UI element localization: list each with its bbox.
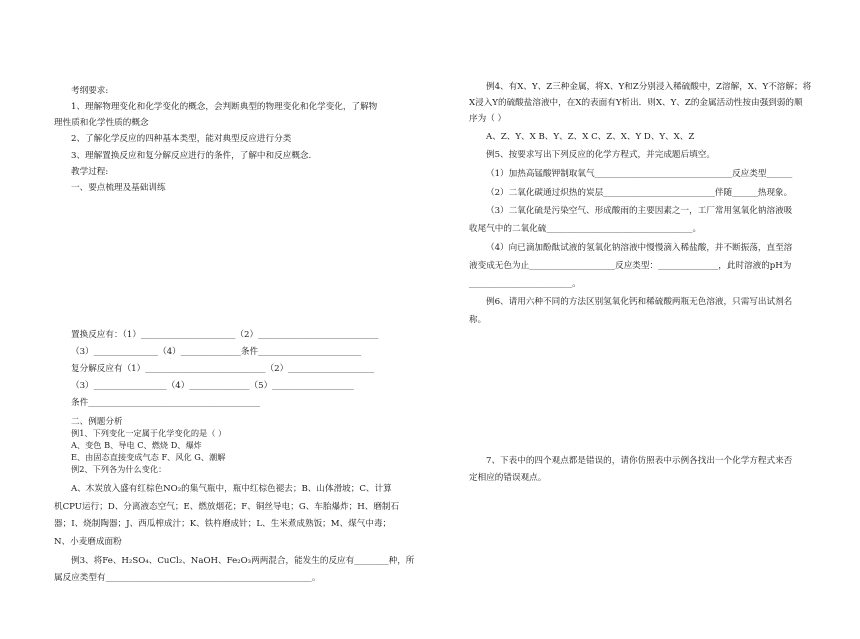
example-6-text-2: 称。 [469,315,487,325]
double-replacement-line-2: （3）_________________（4）______________（5）___________________ [71,381,354,391]
syllabus-item-1: 1、理解物理变化和化学变化的概念，会判断典型的物理变化和化学变化，了解物 [71,102,378,112]
displacement-line-2: （3）_______________（4）______________条件________________________ [71,347,362,357]
example-2-text-1: A、木炭放入盛有红棕色NO₂的集气瓶中，瓶中红棕色褪去；B、山体滑坡；C、计算 [71,484,392,494]
displacement-line-1: 置换反应有：（1）______________________（2）____________________________ [71,330,379,340]
double-replacement-line-3: 条件________________________________________ [71,398,261,408]
example-4-text-3: 序为（ ） [469,114,507,124]
example-3-text-2: 属反应类型有________________________________________________。 [54,573,321,583]
example-4-text-2: X浸入Y的硫酸盐溶液中，在X的表面有Y析出．则X、Y、Z的金属活动性按由强到弱的顺 [469,98,803,108]
example-3-text-1: 例3、将Fe、H₂SO₄、CuCl₂、NaOH、Fe₂O₃两两混合，能发生的反应有________种，所 [71,556,415,566]
example-4-text-1: 例4、有X、Y、Z三种金属，将X、Y和Z分别浸入稀硫酸中，Z溶解，X、Y不溶解；将 [486,82,812,92]
example-1-options-1: A、变色 B、导电 C、燃烧 D、爆炸 [71,440,202,450]
example-2-text-4: N、小麦磨成面粉 [54,537,122,547]
syllabus-item-1-cont: 理性质和化学性质的概念 [54,118,149,128]
syllabus-title: 考纲要求: [71,86,109,96]
example-2-text-2: 机CPU运行；D、分离液态空气；E、燃放烟花；F、铜丝导电；G、车胎爆炸；H、磨制石 [54,502,400,512]
example-5-item-4-cont-2: ________________________。 [469,279,581,289]
example-1-options-2: E、由固态直接变成气态 F、风化 G、潮解 [71,452,226,462]
example-2: 例2、下列各为什么变化： [71,464,167,474]
example-5-item-1: （1）加热高锰酸钾制取氧气________________________________反应类型______ [486,169,793,179]
example-2-text-3: 器；I、烧制陶器；J、西瓜榨成汁；K、铁杵磨成针；L、生米煮成熟饭；M、煤气中毒； [54,519,392,529]
example-5-item-4: （4）向已滴加酚酞试液的氢氧化钠溶液中慢慢滴入稀盐酸，并不断振荡，直至溶 [486,243,793,253]
question-7-text-1: 7、下表中的四个观点都是错误的，请你仿照表中示例各找出一个化学方程式来否 [486,456,793,466]
section-heading-2: 二、例题分析 [71,417,123,427]
example-1: 例1、下列变化一定属于化学变化的是（ ） [71,428,227,438]
process-title: 教学过程: [71,167,109,177]
section-heading-1: 一、要点梳理及基础训练 [71,183,166,193]
example-6-text-1: 例6、请用六种不同的方法区别氢氧化钙和稀硫酸两瓶无色溶液，只需写出试剂名 [486,297,793,307]
example-5-item-2: （2）二氧化碳通过炽热的炭层__________________________伴随______热现象。 [486,188,793,198]
syllabus-item-3: 3、理解置换反应和复分解反应进行的条件，了解中和反应概念. [71,151,312,161]
example-5-item-4-cont: 液变成无色为止____________________反应类型：______________，此时溶液的pH为 [469,261,792,271]
example-5-item-3: （3）二氧化硫是污染空气、形成酸雨的主要因素之一，工厂常用氢氧化钠溶液吸 [486,206,793,216]
question-7-text-2: 定相应的错误观点。 [469,473,547,483]
syllabus-item-2: 2、了解化学反应的四种基本类型，能对典型反应进行分类 [71,134,292,144]
example-5-item-3-cont: 收尾气中的二氧化硫__________________________________。 [469,224,702,234]
example-4-options: A、Z、Y、X B、Y、Z、X C、Z、X、Y D、Y、X、Z [486,132,695,142]
double-replacement-line-1: 复分解反应有（1）____________________________（2）____________________ [71,364,375,374]
example-5: 例5、按要求写出下列反应的化学方程式，并完成题后填空。 [486,150,715,160]
